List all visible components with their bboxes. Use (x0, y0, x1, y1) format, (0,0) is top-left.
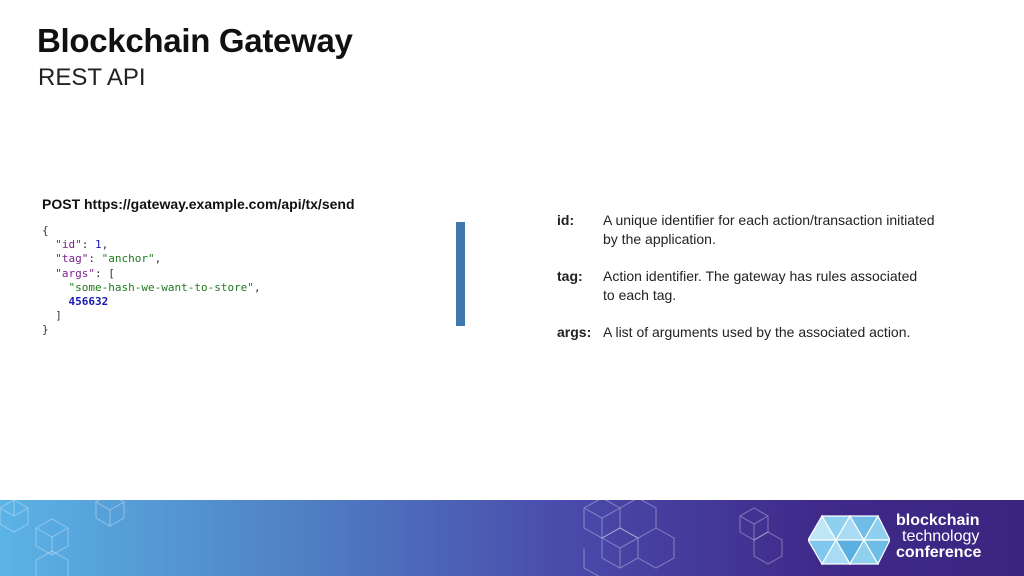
code-arg-1: "some-hash-we-want-to-store" (68, 280, 254, 294)
definition-desc (603, 323, 975, 342)
definition-tag (557, 267, 977, 323)
definition-id (557, 211, 977, 267)
definitions-list (557, 211, 977, 379)
definition-line: A unique identifier for each action/transaction initiated (603, 212, 935, 228)
definition-key: id: (557, 212, 575, 228)
definition-line: Action identifier. The gateway has rules associated (603, 268, 918, 284)
endpoint-label: POST https://gateway.example.com/api/tx/send (42, 196, 355, 212)
conference-wordmark (896, 513, 981, 561)
code-open-brace: { (42, 224, 49, 237)
brand-line-1: blockchain (896, 512, 980, 529)
code-args-close: ] (55, 309, 62, 323)
conference-logo-icon (808, 512, 890, 568)
code-tag-value: "anchor" (101, 252, 155, 266)
definition-key: args: (557, 324, 592, 340)
code-id-value: 1 (95, 238, 102, 252)
definition-desc (603, 211, 975, 249)
definition-desc (603, 267, 975, 305)
brand-line-2: technology (902, 528, 980, 545)
code-args-key: "args" (55, 266, 95, 280)
definition-key: tag: (557, 268, 583, 284)
code-block: { "id": 1, "tag": "anchor", "args": [ "some-hash-we-want-to-store", 456632 ] } (42, 224, 261, 337)
definition-line: to each tag. (603, 287, 677, 303)
code-tag-key: "tag" (55, 252, 89, 266)
slide-title: Blockchain Gateway (37, 22, 353, 59)
definition-line: by the application. (603, 231, 716, 247)
code-args-open: [ (108, 266, 115, 280)
code-arg-2: 456632 (68, 295, 109, 309)
definition-args (557, 323, 977, 379)
definition-line: A list of arguments used by the associated action. (603, 324, 911, 340)
code-close-brace: } (42, 323, 49, 337)
code-id-key: "id" (55, 238, 82, 252)
slide-subtitle: REST API (38, 64, 146, 91)
vertical-divider (456, 222, 465, 326)
brand-line-3: conference (896, 544, 982, 561)
